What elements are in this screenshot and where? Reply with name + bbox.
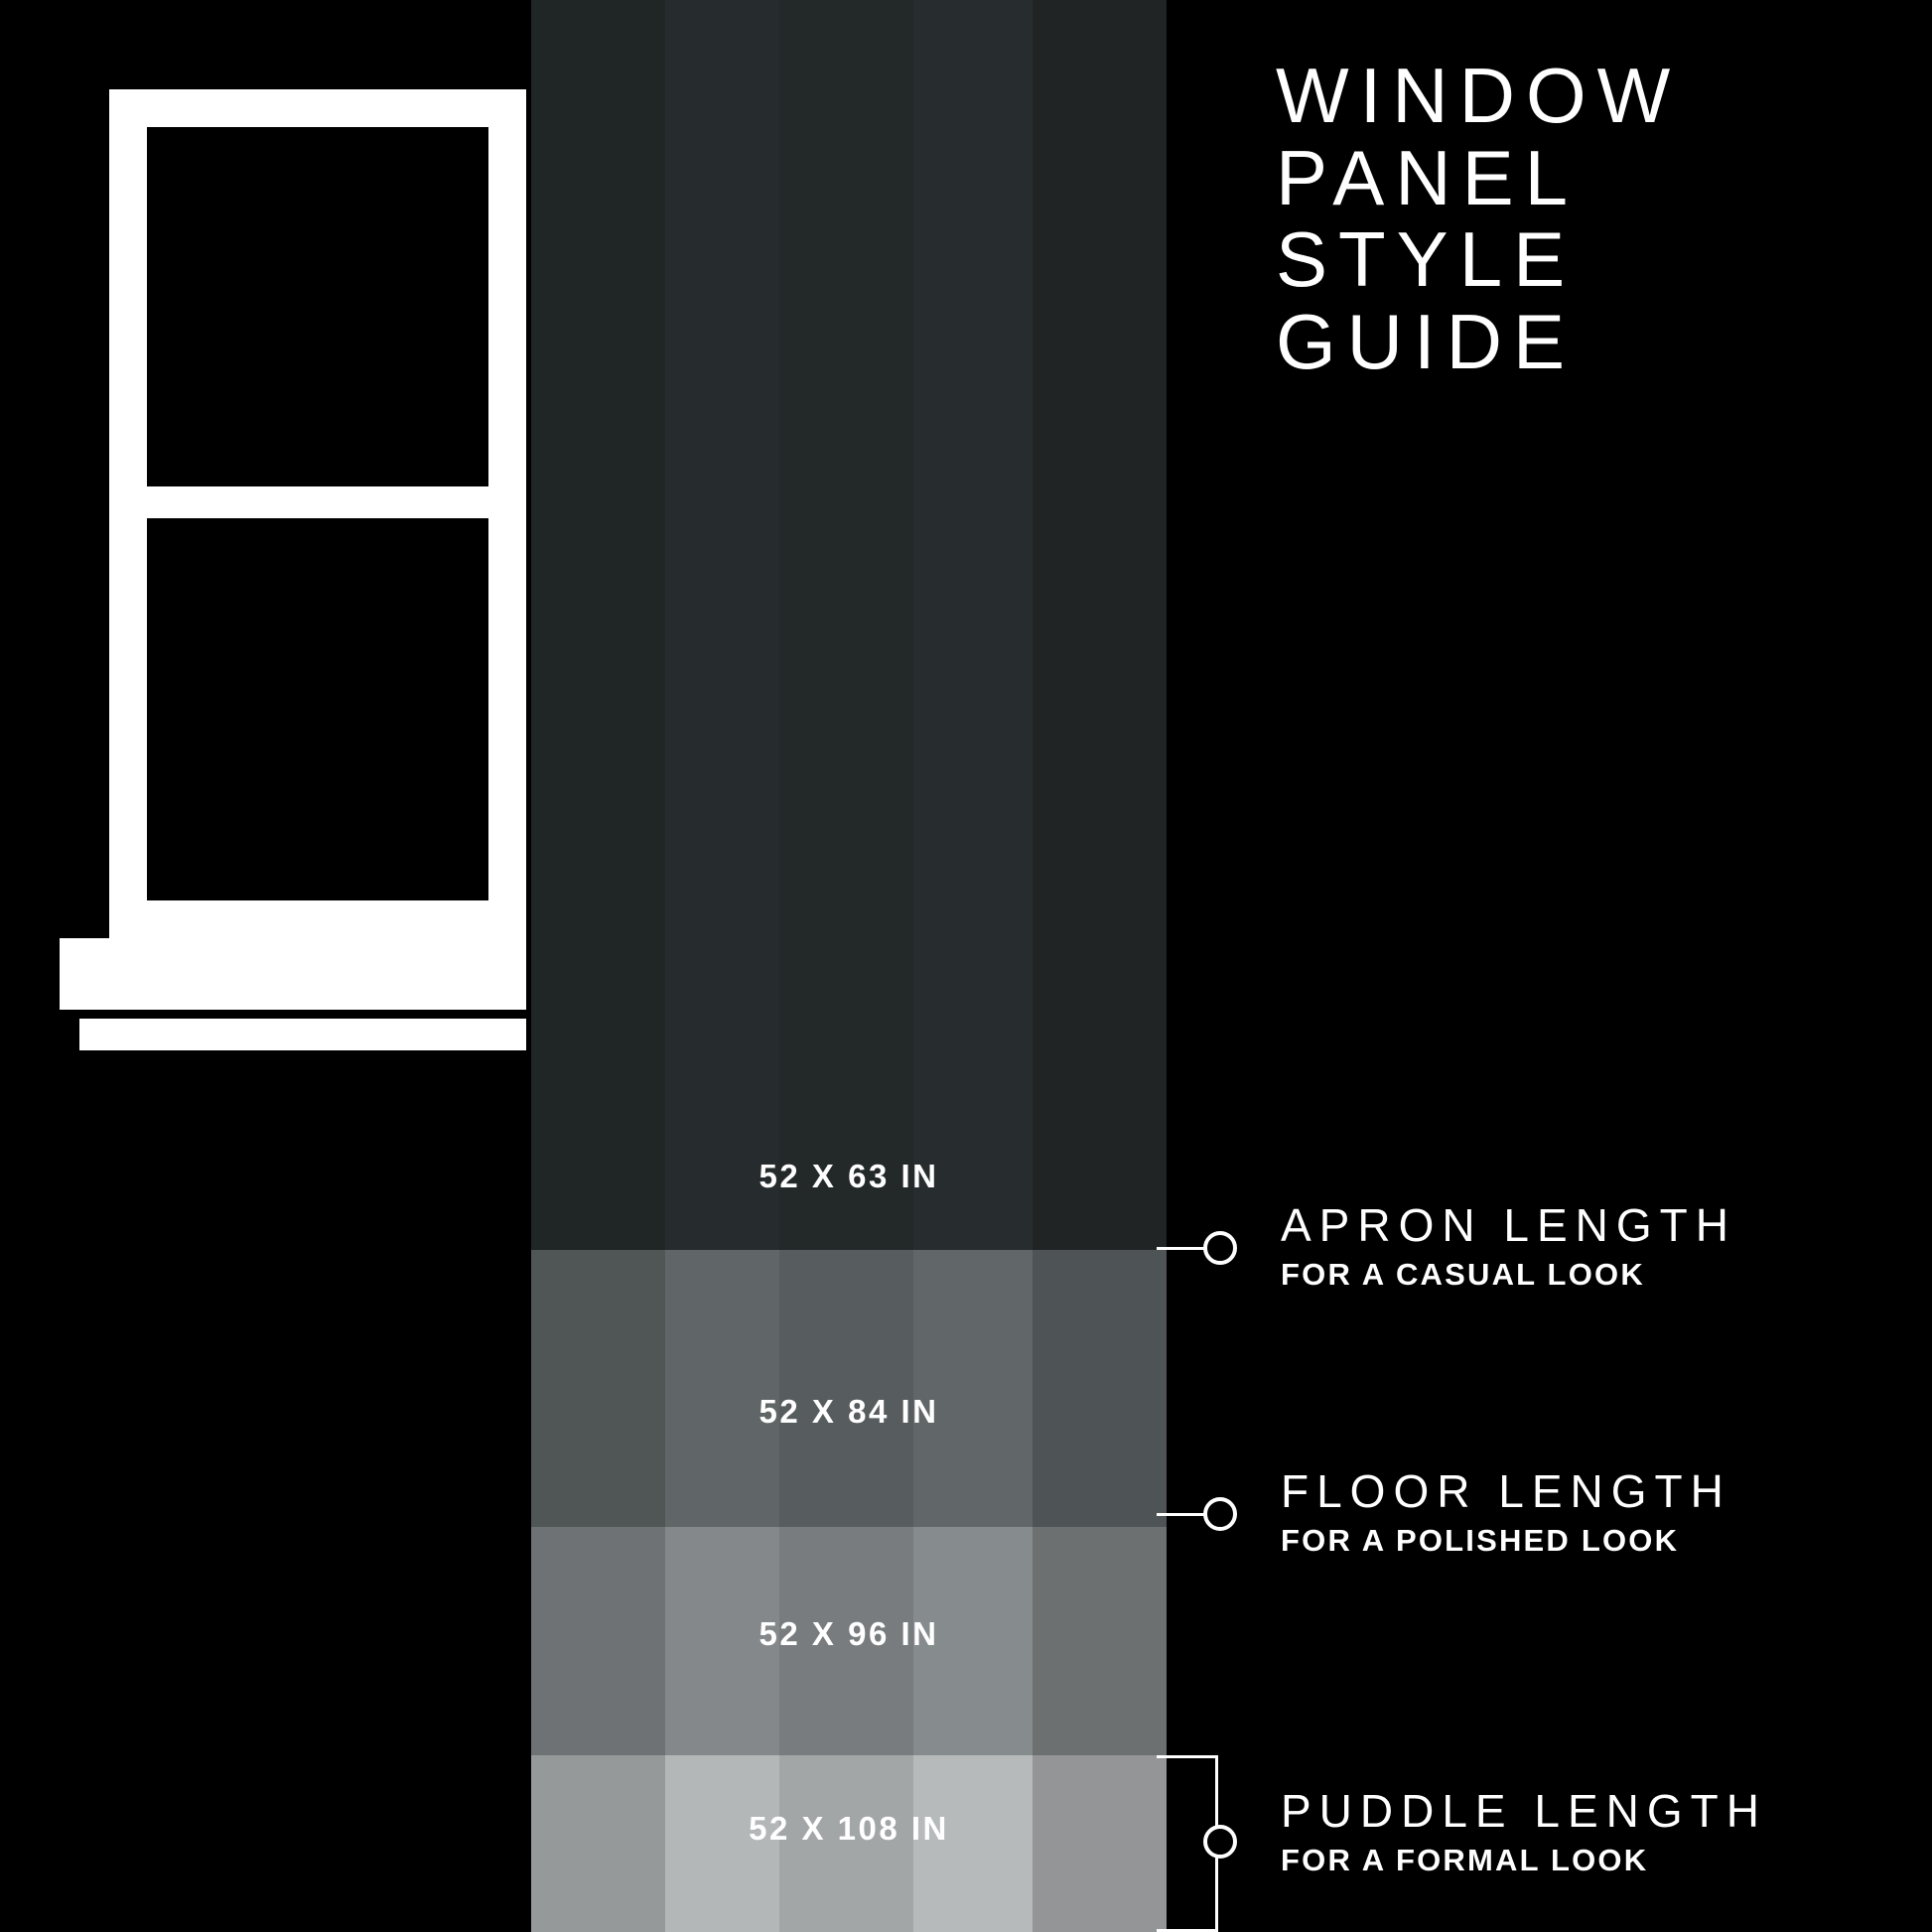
callout-apron-length xyxy=(1281,1201,1736,1293)
panel-segment-84 xyxy=(913,1250,1033,1527)
title-line-4: GUIDE xyxy=(1276,298,1577,386)
callout-subtitle-puddle: FOR A FORMAL LOOK xyxy=(1281,1842,1649,1877)
window-illustration xyxy=(109,89,526,943)
title-line-2: PANEL xyxy=(1276,133,1579,221)
callout-floor-length xyxy=(1281,1467,1731,1559)
callout-title-apron: APRON LENGTH xyxy=(1281,1199,1736,1251)
title-line-1: WINDOW xyxy=(1276,52,1682,139)
callout-subtitle-floor: FOR A POLISHED LOOK xyxy=(1281,1522,1680,1558)
title-line-3: STYLE xyxy=(1276,215,1577,304)
panel-segment-63 xyxy=(779,0,913,1250)
callout-subtitle-apron: FOR A CASUAL LOOK xyxy=(1281,1256,1645,1292)
size-label-96: 52 X 96 IN xyxy=(759,1615,939,1652)
size-label-108: 52 X 108 IN xyxy=(749,1810,949,1847)
size-label-63: 52 X 63 IN xyxy=(759,1158,939,1194)
window-sill-upper xyxy=(60,938,526,1010)
panel-segment-84 xyxy=(531,1250,665,1527)
callout-title-puddle: PUDDLE LENGTH xyxy=(1281,1785,1767,1837)
panel-segment-63 xyxy=(531,0,665,1250)
size-label-84: 52 X 84 IN xyxy=(759,1393,939,1430)
panel-segment-63 xyxy=(665,0,779,1250)
callout-dot-apron xyxy=(1203,1231,1237,1265)
callout-puddle-length xyxy=(1281,1787,1767,1878)
panel-segment-63 xyxy=(1033,0,1167,1250)
leader-line-apron xyxy=(1157,1247,1206,1250)
callout-title-floor: FLOOR LENGTH xyxy=(1281,1465,1731,1517)
page-title xyxy=(1276,52,1891,386)
panel-segment-84 xyxy=(665,1250,779,1527)
window-mullion-horizontal xyxy=(109,486,526,518)
panel-segment-84 xyxy=(1033,1250,1167,1527)
panel-segment-63 xyxy=(913,0,1033,1250)
callout-dot-puddle xyxy=(1203,1825,1237,1859)
callout-dot-floor xyxy=(1203,1497,1237,1531)
window-sill-lower xyxy=(79,1019,526,1050)
leader-line-floor xyxy=(1157,1513,1206,1516)
panel-segment-84 xyxy=(779,1250,913,1527)
